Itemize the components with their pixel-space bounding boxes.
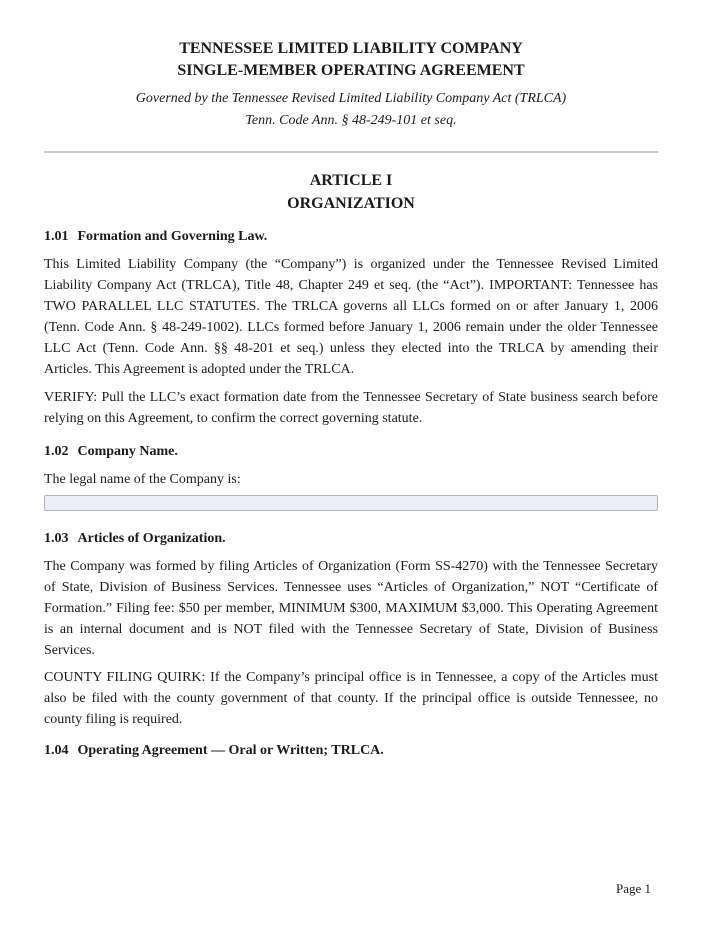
section-heading-1-01	[44, 228, 658, 246]
document-subtitle-line2: Tenn. Code Ann. § 48-249-101 et seq.	[245, 113, 457, 128]
document-title-line1: TENNESSEE LIMITED LIABILITY COMPANY	[179, 40, 523, 57]
section-title: Operating Agreement — Oral or Written; TRLCA.	[77, 743, 384, 758]
article-heading-line1: ARTICLE I	[309, 172, 393, 189]
article-heading	[44, 169, 658, 215]
section-title: Formation and Governing Law.	[77, 229, 268, 244]
section-title: Articles of Organization.	[77, 531, 226, 546]
company-name-input[interactable]	[44, 495, 658, 511]
section-1-03-paragraph-1: The Company was formed by filing Articles of Organization (Form SS-4270) with the Tennessee Secretary of State, Division of Business Services. Tennessee uses “Articles of Organization,” NOT “Certificate of Formation.” Filing fee: $50 per member, MINIMUM $300, MAXIMUM $3,000. This Operating Agreement is an internal document and is NOT filed with the Tennessee Secretary of State, Division of Business Services.	[44, 559, 658, 658]
header-divider	[44, 151, 658, 153]
section-number: 1.02	[44, 444, 69, 459]
document-title-line2: SINGLE-MEMBER OPERATING AGREEMENT	[177, 62, 525, 79]
section-title: Company Name.	[77, 444, 178, 459]
section-heading-1-04	[44, 742, 658, 760]
section-heading-1-02	[44, 443, 658, 461]
document-subtitle	[44, 88, 658, 132]
section-1-01-paragraph-1: This Limited Liability Company (the “Company”) is organized under the Tennessee Revised Limited Liability Company Act (TRLCA), Title 48, Chapter 249 et seq. (the “Act”). IMPORTANT: Tennessee has TWO PARALLEL LLC STATUTES. The TRLCA governs all LLCs formed on or after January 1, 2006 (Tenn. Code Ann. § 48-249-1002). LLCs formed before January 1, 2006 remain under the older Tennessee LLC Act (Tenn. Code Ann. §§ 48-201 et seq.) unless they elected into the TRLCA by amending their Articles. This Agreement is adopted under the TRLCA.	[44, 257, 658, 377]
document-title	[44, 38, 658, 82]
section-number: 1.01	[44, 229, 69, 244]
section-number: 1.03	[44, 531, 69, 546]
section-number: 1.04	[44, 743, 69, 758]
section-1-01-paragraph-2: VERIFY: Pull the LLC’s exact formation date from the Tennessee Secretary of State business search before relying on this Agreement, to confirm the correct governing statute.	[44, 390, 658, 426]
company-name-lead: The legal name of the Company is:	[44, 472, 241, 487]
section-heading-1-03	[44, 530, 658, 548]
page-number: Page 1	[615, 881, 651, 896]
section-1-03-paragraph-2: COUNTY FILING QUIRK: If the Company’s principal office is in Tennessee, a copy of the Articles must also be filed with the county government of that county. If the principal office is outside Tennessee, no county filing is required.	[44, 670, 658, 727]
article-heading-line2: ORGANIZATION	[287, 195, 415, 212]
document-subtitle-line1: Governed by the Tennessee Revised Limited Liability Company Act (TRLCA)	[135, 91, 567, 106]
